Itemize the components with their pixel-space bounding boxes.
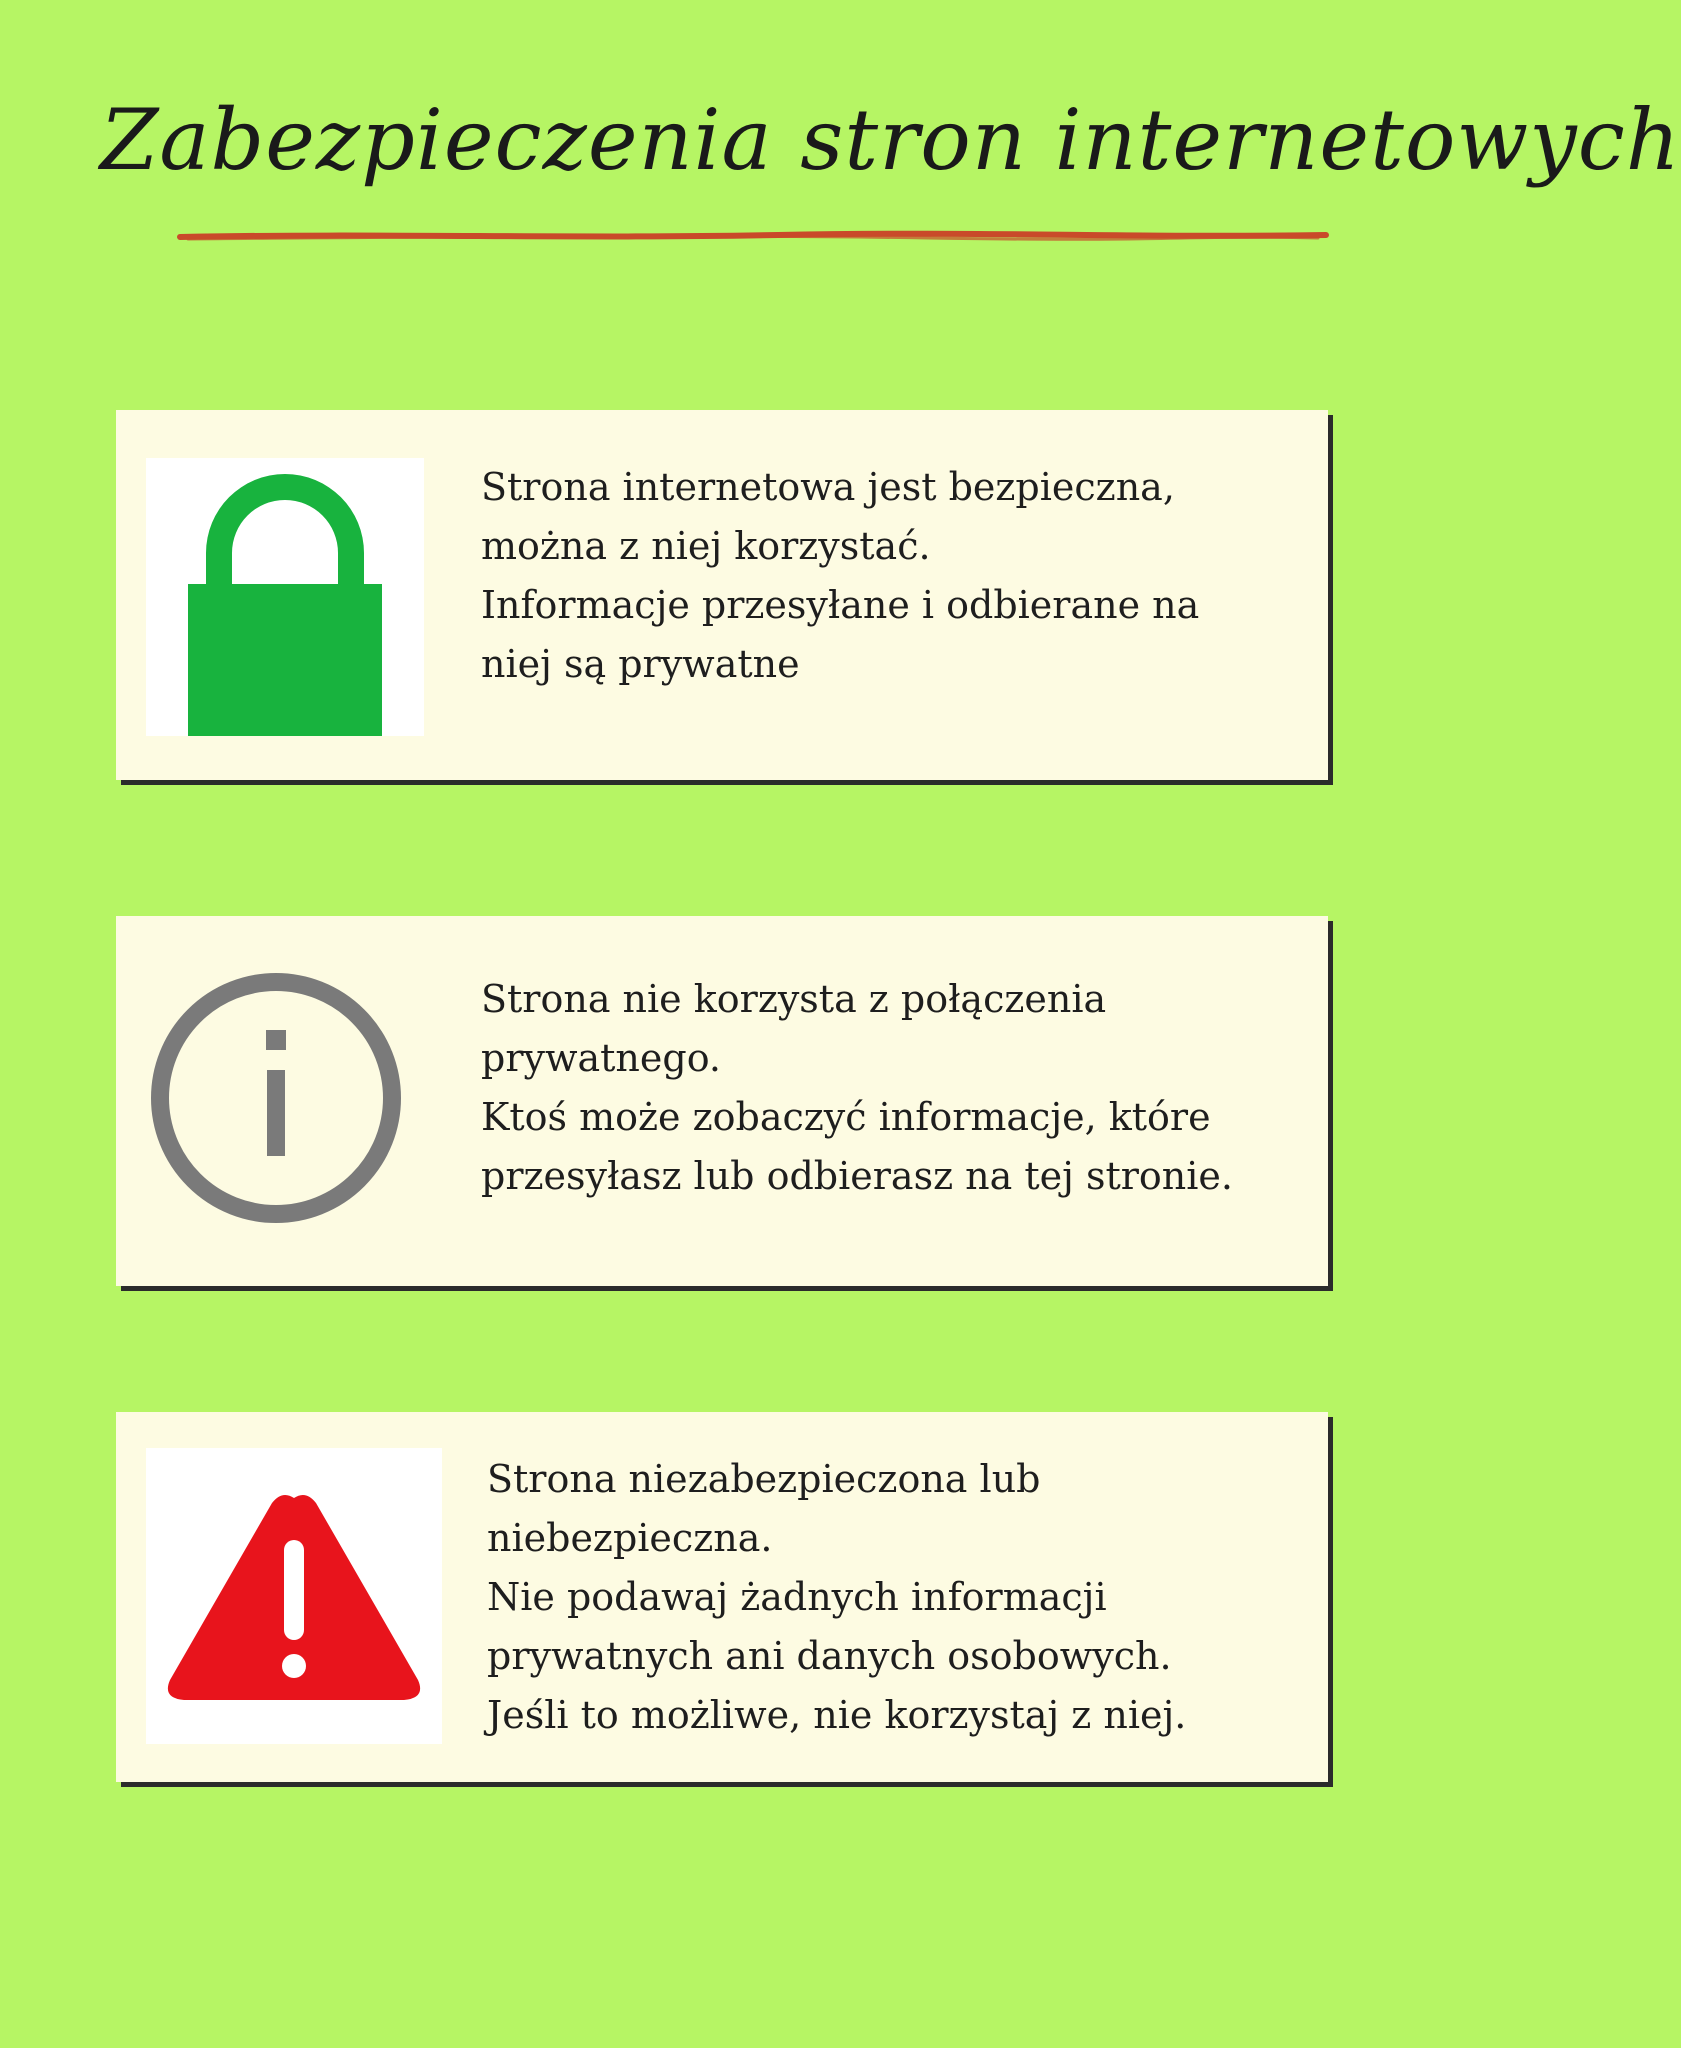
card-text-line: niej są prywatne (481, 642, 800, 686)
card-text-line: niebezpieczna. (487, 1516, 773, 1560)
info-icon (146, 958, 424, 1236)
dangerous-site-card (116, 1412, 1328, 1782)
warning-icon (146, 1448, 442, 1744)
not-private-site-description (481, 970, 1288, 1206)
dangerous-site-description (487, 1450, 1288, 1745)
card-text-line: Informacje przesyłane i odbierane na (481, 583, 1200, 627)
padlock-icon (146, 458, 424, 736)
secure-site-card (116, 410, 1328, 780)
card-text-line: Strona niezabezpieczona lub (487, 1457, 1041, 1501)
title-underline (178, 230, 1328, 242)
card-text-line: Jeśli to możliwe, nie korzystaj z niej. (487, 1693, 1187, 1737)
not-private-site-card (116, 916, 1328, 1286)
card-text-line: Strona nie korzysta z połączenia (481, 977, 1107, 1021)
secure-site-description (481, 458, 1288, 694)
card-text-line: można z niej korzystać. (481, 524, 931, 568)
card-text-line: prywatnego. (481, 1036, 721, 1080)
card-text-line: przesyłasz lub odbierasz na tej stronie. (481, 1154, 1234, 1198)
page-title: Zabezpieczenia stron internetowych (100, 91, 1681, 189)
card-text-line: Ktoś może zobaczyć informacje, które (481, 1095, 1211, 1139)
card-text-line: prywatnych ani danych osobowych. (487, 1634, 1172, 1678)
card-text-line: Nie podawaj żadnych informacji (487, 1575, 1107, 1619)
card-text-line: Strona internetowa jest bezpieczna, (481, 465, 1175, 509)
